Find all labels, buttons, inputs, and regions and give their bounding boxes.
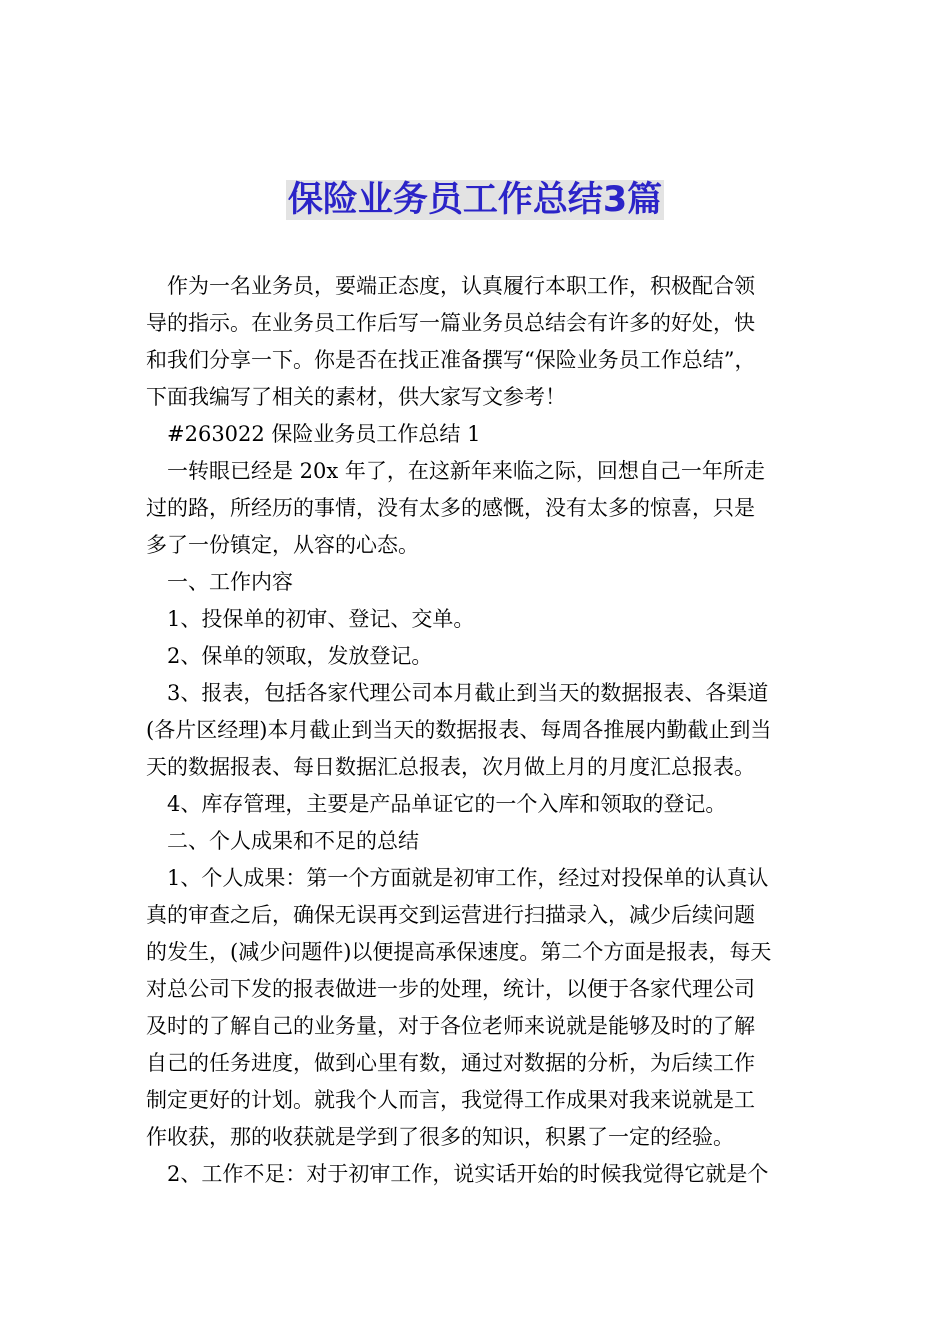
body-line: 制定更好的计划。就我个人而言，我觉得工作成果对我来说就是工	[146, 1088, 755, 1112]
list-item: 2、工作不足：对于初审工作，说实话开始的时候我觉得它就是个	[167, 1162, 769, 1186]
body-line: 及时的了解自己的业务量，对于各位老师来说就是能够及时的了解	[146, 1014, 755, 1038]
body-line: 真的审查之后，确保无误再交到运营进行扫描录入，减少后续问题	[146, 903, 755, 927]
body-line: (各片区经理)本月截止到当天的数据报表、每周各推展内勤截止到当	[146, 718, 772, 742]
body-line: 自己的任务进度，做到心里有数，通过对数据的分析，为后续工作	[146, 1051, 755, 1075]
document-body	[146, 268, 811, 1193]
section-heading: 二、个人成果和不足的总结	[167, 829, 419, 853]
body-line: 的发生，(减少问题件)以便提高承保速度。第二个方面是报表，每天	[146, 940, 772, 964]
body-line: 过的路，所经历的事情，没有太多的感慨，没有太多的惊喜，只是	[146, 496, 755, 520]
body-line: 多了一份镇定，从容的心态。	[146, 533, 419, 557]
list-item: 4、库存管理，主要是产品单证它的一个入库和领取的登记。	[167, 792, 727, 816]
body-line: #263022 保险业务员工作总结 1	[167, 422, 481, 446]
list-item: 3、报表，包括各家代理公司本月截止到当天的数据报表、各渠道	[167, 681, 769, 705]
body-line: 和我们分享一下。你是否在找正准备撰写“保险业务员工作总结”，	[146, 348, 756, 372]
document-title-text: 保险业务员工作总结3篇	[287, 180, 663, 220]
document-title	[0, 177, 950, 223]
body-line: 天的数据报表、每日数据汇总报表，次月做上月的月度汇总报表。	[146, 755, 755, 779]
list-item: 1、投保单的初审、登记、交单。	[167, 607, 475, 631]
list-item: 1、个人成果：第一个方面就是初审工作，经过对投保单的认真认	[167, 866, 769, 890]
list-item: 2、保单的领取，发放登记。	[167, 644, 433, 668]
body-line: 作为一名业务员，要端正态度，认真履行本职工作，积极配合领	[167, 274, 755, 298]
body-line: 一转眼已经是 20x 年了，在这新年来临之际，回想自己一年所走	[167, 459, 765, 483]
body-line: 下面我编写了相关的素材，供大家写文参考！	[146, 385, 566, 409]
body-line: 对总公司下发的报表做进一步的处理，统计，以便于各家代理公司	[146, 977, 755, 1001]
body-line: 作收获，那的收获就是学到了很多的知识，积累了一定的经验。	[146, 1125, 734, 1149]
body-line: 导的指示。在业务员工作后写一篇业务员总结会有许多的好处，快	[146, 311, 755, 335]
section-heading: 一、工作内容	[167, 570, 293, 594]
